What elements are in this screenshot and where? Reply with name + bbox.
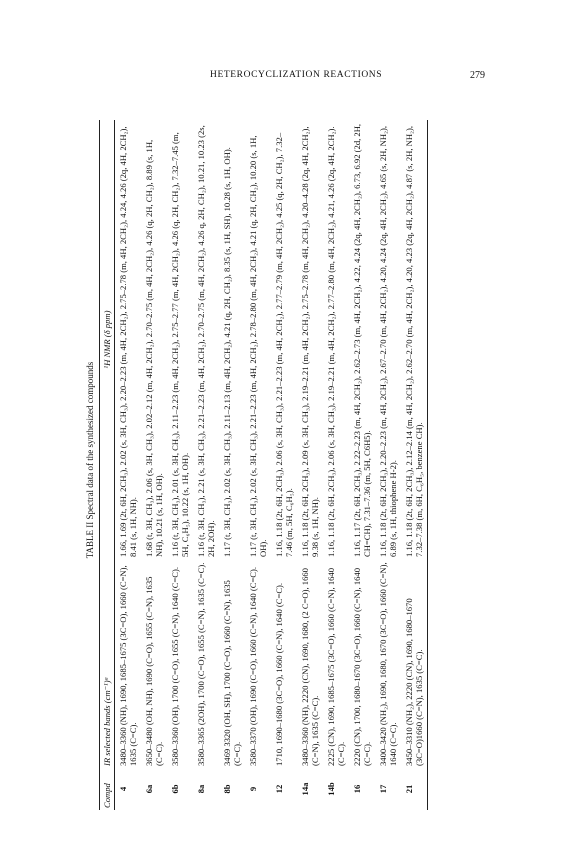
cell-compd: 9 xyxy=(247,786,258,792)
table-row xyxy=(349,120,375,810)
cell-nmr: 1.16 (t, 3H, CH₃), 2.01 (s, 3H, CH₃), 2.11–2.23 (m, 4H, 2CH₂), 2.75–2.77 (m, 4H, 2CH₂), 4.26 (q, 2H, CH₂), 7.32–7.45 (m, 5H, C₆H₅), 10.22 (s, 1H, OH). xyxy=(169,132,190,557)
cell-ir: 3580–3360 (OH), 1700 (C=O), 1655 (C=N), 1640 (C=C). xyxy=(169,566,180,766)
cell-compd: 8b xyxy=(221,784,232,794)
cell-nmr: 1.17 (t, 3H, CH₃), 2.02 (s, 3H, CH₃), 2.21–2.23 (m, 4H, 2CH₂), 2.78–2.80 (m, 4H, 2CH₂), 4.21 (q, 2H, CH₂), 10.20 (s, 1H, OH). xyxy=(247,135,268,557)
rotated-table-block xyxy=(85,110,485,810)
cell-nmr: 1.16, 1.18 (2t, 6H, 2CH₃), 2.12–2.14 (m, 4H, 2CH₂), 2.62–2.70 (m, 4H, 2CH₂), 4.20, 4.23 (2q, 4H, 2CH₂), 4.87 (s, 2H, NH₂), 7.32–7.38 (m, 6H, C₆H₅, benzene CH). xyxy=(401,120,428,559)
cell-ir: 3480–3360 (NH), 2220 (CN), 1690, 1680, (2 C=O), 1660 (C=N), 1635 (C=C). xyxy=(299,568,320,766)
cell-nmr: 1.16, 1.17 (2t, 6H, 2CH₃), 2.22–2.23 (m, 4H, 2CH₂), 2.62–2.73 (m, 4H, 2CH₂), 4.22, 4.24 (2q, 4H, 2CH₂), 6.73, 6.92 (2d, 2H, CH=CH), 7.31–7.36 (m, 5H, C6H5). xyxy=(351,123,372,557)
cell-compd: 4 xyxy=(117,786,128,792)
cell-nmr: 1.16, 1.18 (2t, 6H, 2CH₃), 2.09 (s, 3H, CH₃), 2.19–2.21 (m, 4H, 2CH₂), 2.75–2.78 (m, 4H, 2CH₂), 4.20–4.28 (2q, 4H, 2CH₂), 9.38 (s, 1H, NH). xyxy=(299,126,320,557)
cell-ir: 3580–3370 (OH), 1690 (C=O), 1660 (C=N), 1640 (C=C). xyxy=(247,566,258,766)
cell-nmr: 1.66, 1.69 (2t, 6H, 2CH₃), 2.02 (s, 3H, CH₃), 2.20–2.23 (m, 4H, 2CH₂), 2.75–2.78 (m, 4H, 2CH₂), 4.24, 4.26 (2q, 4H, 2CH₂), 8.41 (s, 1H, NH). xyxy=(117,126,138,557)
cell-compd: 8a xyxy=(195,784,206,794)
cell-ir: 3580–3365 (2OH), 1700 (C=O), 1655 (C=N), 1635 (C=C). xyxy=(195,562,206,766)
table-caption: TABLE II Spectral data of the synthesized compounds xyxy=(85,361,95,559)
table-row xyxy=(245,120,271,810)
cell-ir: 3400–3420 (NH₂), 1690, 1680, 1670 (3C=O), 1660 (C=N), 1640 (C=C). xyxy=(377,562,398,766)
table-row xyxy=(167,120,193,810)
header-compd: Compd xyxy=(99,768,115,810)
table-header-row xyxy=(99,120,115,810)
cell-nmr: 1.17 (t, 3H, CH₃), 2.02 (s, 3H, CH₃), 2.11–2.13 (m, 4H, 2CH₂), 4.21 (q, 2H, CH₂), 8.35 (s, 1H, SH), 10.28 (s, 1H, OH). xyxy=(221,147,232,557)
cell-compd: 17 xyxy=(377,784,388,794)
table-row xyxy=(401,120,428,810)
table-row xyxy=(323,120,349,810)
cell-ir: 3650–3480 (OH, NH), 1690 (C=O), 1655 (C=N), 1635 (C=C). xyxy=(143,576,164,766)
table-row xyxy=(141,120,167,810)
cell-nmr: 1.16, 1.18 (2t, 6H, 2CH₃), 2.06 (s, 3H, CH₃), 2.21–2.23 (m, 4H, 2CH₂), 2.77–2.79 (m, 4H, 2CH₂), 4.25 (q, 2H, CH₂), 7.32–7.46 (m, 5H, C₆H₅). xyxy=(273,132,294,557)
cell-ir: 2220 (CN), 1700, 1680–1670 (3C=O), 1660 (C=N), 1640 (C=C). xyxy=(351,567,372,766)
cell-compd: 14a xyxy=(299,782,310,796)
page-number: 279 xyxy=(470,70,485,81)
cell-compd: 6a xyxy=(143,784,154,794)
cell-compd: 21 xyxy=(401,768,428,810)
cell-nmr: 1.16, 1.18 (2t, 6H, 2CH₃), 2.06 (s, 3H, CH₃), 2.19–2.21 (m, 4H, 2CH₂), 2.77–2.80 (m, 4H, 2CH₂), 4.21, 4.26 (2q, 4H, 2CH₂). xyxy=(325,126,336,557)
cell-ir: 2225 (CN), 1690, 1685–1675 (3C=O), 1660 (C=N), 1640 (C=C). xyxy=(325,567,346,766)
table-row xyxy=(297,120,323,810)
table-row xyxy=(375,120,401,810)
table-row xyxy=(115,120,142,810)
cell-ir: 1710, 1690–1680 (3C=O), 1660 (C=N), 1640 (C=C). xyxy=(273,582,284,766)
cell-nmr: 1.16, 1.18 (2t, 6H, 2CH₃), 2.20–2.23 (m, 4H, 2CH₂), 2.67–2.70 (m, 4H, 2CH₂), 4.20, 4.24 (2q, 4H, 2CH₂), 4.65 (s, 2H, NH₂), 6.89 (s, 1H, thiophene H-2). xyxy=(377,125,398,557)
table-row xyxy=(193,120,219,810)
table-row xyxy=(219,120,245,810)
table-row xyxy=(271,120,297,810)
cell-nmr: 1.16 (t, 3H, CH₃), 2.21 (s, 3H, CH₃), 2.21–2.23 (m, 4H, 2CH₂), 2.70–2.75 (m, 4H, 2CH₂), 4.26 q, 2H, CH₂), 10.21, 10.23 (2s, 2H, 2OH). xyxy=(195,125,216,557)
cell-compd: 6b xyxy=(169,784,180,794)
header-ir: IR selected bands (cm⁻¹)ᵃ xyxy=(99,559,115,768)
cell-compd: 12 xyxy=(273,784,284,794)
header-nmr: ¹H NMR (δ ppm) xyxy=(99,120,115,559)
cell-ir: 3450–3310 (NH₂), 2220 (CN), 1690, 1680–1670 (3C=O)1660 (C=N), 1635 (C=C). xyxy=(401,559,428,768)
running-head: HETEROCYCLIZATION REACTIONS xyxy=(210,70,383,80)
cell-ir: 3480–3360 (NH), 1690, 1685–1675 (3C=O), 1660 (C=N), 1635 (C=C). xyxy=(117,565,138,766)
spectral-data-table xyxy=(99,120,429,810)
cell-nmr: 1.68 (t, 3H, CH₃), 2.06 (s, 3H, CH₃), 2.02–2.12 (m, 4H, 2CH₂), 2.70–2.75 (m, 4H, 2CH₂), 4.26 (q, 2H, CH₂), 8.89 (s, 1H, NH), 10.21 (s, 1H, OH). xyxy=(143,139,164,557)
cell-compd: 16 xyxy=(351,784,362,794)
cell-compd: 14b xyxy=(325,782,336,796)
cell-ir: 3469 3320 (OH, SH), 1700 (C=O), 1660 (C=N), 1635 (C=C). xyxy=(221,580,242,766)
